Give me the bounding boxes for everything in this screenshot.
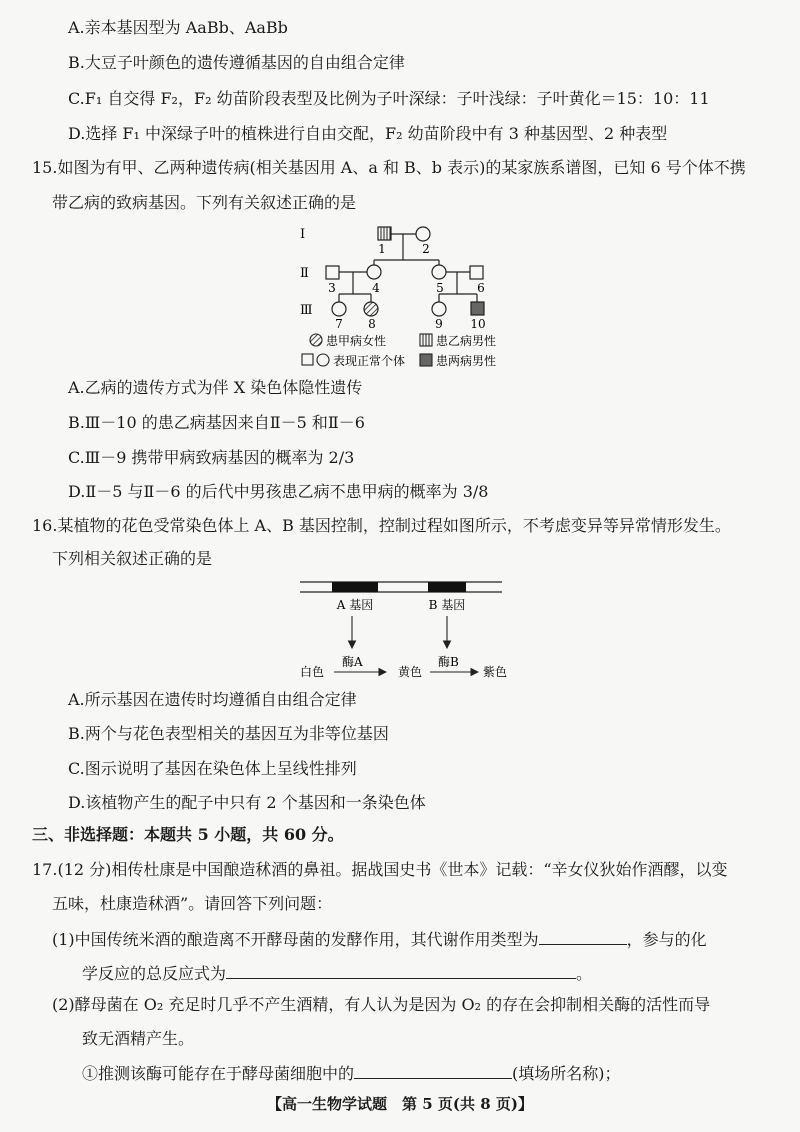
q16-option-a: A.所示基因在遗传时均遵循自由组合定律 <box>68 690 357 709</box>
pedigree-individual-6 <box>470 266 483 279</box>
q16-stem-line2: 下列相关叙述正确的是 <box>52 549 213 568</box>
gene-a-label: A 基因 <box>336 598 374 612</box>
pedigree-chart <box>290 220 530 370</box>
enzyme-b: 酶B <box>438 655 459 669</box>
pedigree-individual-1 <box>378 227 391 240</box>
q16-option-c: C.图示说明了基因在染色体上呈线性排列 <box>68 759 357 778</box>
legend-female-a-icon <box>310 334 322 346</box>
q14-option-a: A.亲本基因型为 AaBb、AaBb <box>68 18 288 37</box>
q15-option-b: B.Ⅲ－10 的患乙病基因来自Ⅱ－5 和Ⅱ－6 <box>68 413 365 432</box>
num-6: 6 <box>477 281 485 295</box>
q17-part2-line1: (2)酵母菌在 O₂ 充足时几乎不产生酒精，有人认为是因为 O₂ 的存在会抑制相关酶的活性而导 <box>52 995 711 1014</box>
legend-male-b-icon <box>420 334 432 346</box>
q15-option-d: D.Ⅱ－5 与Ⅱ－6 的后代中男孩患乙病不患甲病的概率为 3/8 <box>68 482 489 501</box>
q14-option-d: D.选择 F₁ 中深绿子叶的植株进行自由交配，F₂ 幼苗阶段中有 3 种基因型、2 种表型 <box>68 124 668 143</box>
page-footer: 【高一生物学试题 第 5 页(共 8 页)】 <box>267 1095 533 1113</box>
q17-stem-line2: 五味，杜康造秫酒”。请回答下列问题： <box>52 894 333 913</box>
pedigree-individual-9 <box>432 302 446 316</box>
section-3-heading: 三、非选择题：本题共 5 小题，共 60 分。 <box>32 825 344 844</box>
legend-male-b: 患乙病男性 <box>436 334 497 348</box>
q15-stem-line1: 15.如图为有甲、乙两种遗传病(相关基因用 A、a 和 B、b 表示)的某家族系谱图，已知 6 号个体不携 <box>32 158 746 177</box>
q17-part2-text-c: ①推测该酶可能存在于酵母菌细胞中的 <box>82 1064 355 1083</box>
q17-part2-text-d: (填场所名称)； <box>512 1064 621 1083</box>
gene-b-segment <box>428 582 466 592</box>
pedigree-individual-7 <box>332 302 346 316</box>
q15-stem-line2: 带乙病的致病基因。下列有关叙述正确的是 <box>52 193 357 212</box>
legend-normal-square-icon <box>302 354 313 365</box>
pedigree-individual-3 <box>326 266 339 279</box>
pedigree-individual-2 <box>416 227 430 241</box>
q17-part1-text-b: ，参与的化 <box>626 930 707 949</box>
q16-stem-line1: 16.某植物的花色受常染色体上 A、B 基因控制，控制过程如图所示，不考虑变异等异常情形发生。 <box>32 516 731 535</box>
q17-answer-blank-2[interactable] <box>226 962 576 979</box>
q15-option-c: C.Ⅲ－9 携带甲病致病基因的概率为 2/3 <box>68 448 355 467</box>
q16-option-d: D.该植物产生的配子中只有 2 个基因和一条染色体 <box>68 793 426 812</box>
legend-male-both: 患两病男性 <box>436 354 497 368</box>
gene-b-label: B 基因 <box>428 598 466 612</box>
gen-label-3: Ⅲ <box>300 303 313 318</box>
gene-a-segment <box>332 582 378 592</box>
pedigree-individual-8 <box>364 302 378 316</box>
color-purple: 紫色 <box>483 665 508 679</box>
gene-pathway-diagram <box>290 576 510 684</box>
gen-label-1: Ⅰ <box>300 227 306 242</box>
num-7: 7 <box>335 317 343 331</box>
num-9: 9 <box>435 317 443 331</box>
pedigree-individual-10 <box>471 302 484 315</box>
q17-part2-line2: 致无酒精产生。 <box>82 1029 195 1048</box>
num-10: 10 <box>470 317 486 331</box>
q14-option-b: B.大豆子叶颜色的遗传遵循基因的自由组合定律 <box>68 53 405 72</box>
legend-male-both-icon <box>420 354 432 366</box>
enzyme-a: 酶A <box>342 655 363 669</box>
num-2: 2 <box>422 242 430 256</box>
pedigree-individual-5 <box>432 265 446 279</box>
legend-normal: 表现正常个体 <box>333 354 406 368</box>
num-3: 3 <box>328 281 336 295</box>
q17-part1-line1 <box>52 928 707 950</box>
q17-part1-text-a: (1)中国传统米酒的酿造离不开酵母菌的发酵作用，其代谢作用类型为 <box>52 930 539 949</box>
q14-option-c: C.F₁ 自交得 F₂，F₂ 幼苗阶段表型及比例为子叶深绿：子叶浅绿：子叶黄化＝15：10：11 <box>68 89 710 108</box>
legend-female-a: 患甲病女性 <box>326 334 387 348</box>
q17-part2-line3 <box>82 1062 621 1084</box>
pedigree-individual-4 <box>367 265 381 279</box>
legend-normal-circle-icon <box>317 354 329 366</box>
num-4: 4 <box>372 281 380 295</box>
color-white: 白色 <box>300 665 325 679</box>
q17-answer-blank-1[interactable] <box>539 928 627 945</box>
num-5: 5 <box>436 281 444 295</box>
q17-part1-text-c: 学反应的总反应式为 <box>82 964 227 983</box>
q17-part1-text-d: 。 <box>576 964 593 983</box>
q17-stem-line1: 17.(12 分)相传杜康是中国酿造秫酒的鼻祖。据战国史书《世本》记载：“辛女仪狄始作酒醪，以变 <box>32 860 728 879</box>
gen-label-2: Ⅱ <box>300 266 309 281</box>
q17-part1-line2 <box>82 962 592 984</box>
q16-option-b: B.两个与花色表型相关的基因互为非等位基因 <box>68 724 389 743</box>
color-yellow: 黄色 <box>398 665 423 679</box>
q15-option-a: A.乙病的遗传方式为伴 X 染色体隐性遗传 <box>68 378 363 397</box>
num-8: 8 <box>368 317 376 331</box>
q17-answer-blank-3[interactable] <box>354 1062 512 1079</box>
num-1: 1 <box>378 242 386 256</box>
